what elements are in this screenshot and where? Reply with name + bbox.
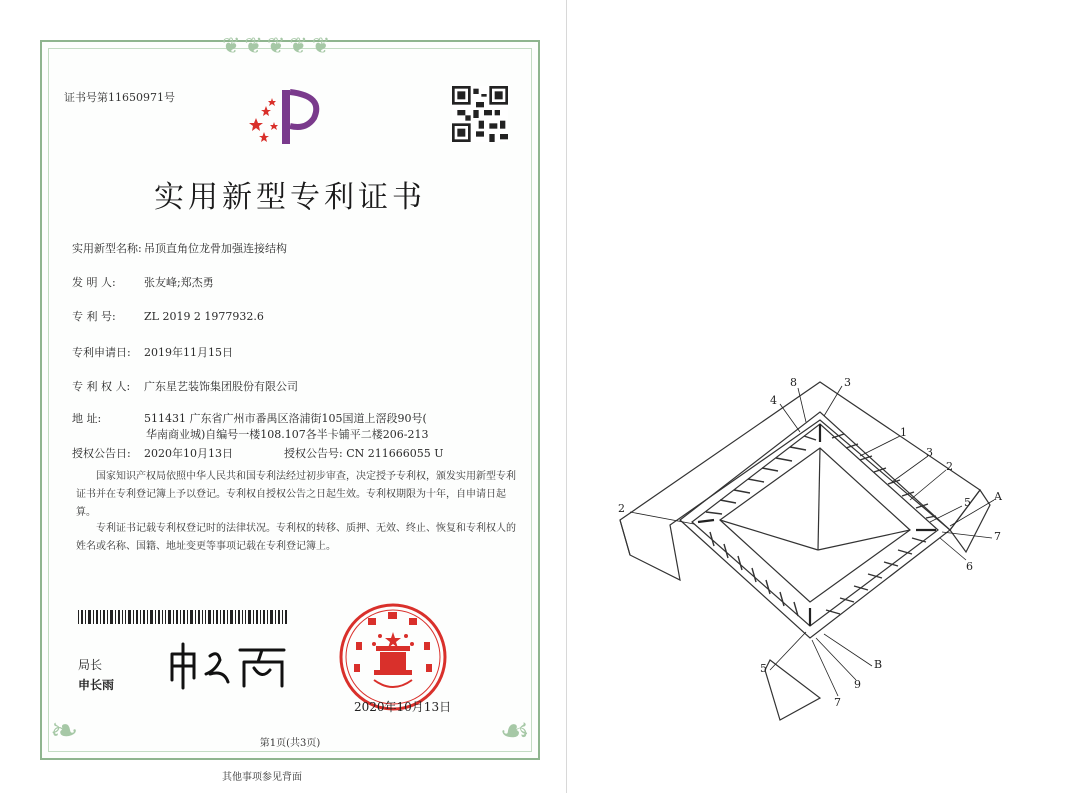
drawing-label: 8: [790, 376, 797, 389]
field-value: 2019年11月15日: [144, 346, 233, 359]
drawing-label: 7: [994, 530, 1001, 543]
patent-office-logo-icon: [242, 82, 332, 152]
field-inventors: [72, 274, 214, 290]
official-seal-icon: [338, 602, 448, 712]
field-value: 511431 广东省广州市番禺区洛浦街105国道上滘段90号(: [144, 412, 427, 425]
field-value: 张友峰;郑杰勇: [144, 276, 214, 289]
field-patent-number: [72, 308, 264, 324]
director-signature-icon: [166, 640, 296, 690]
field-address: [72, 410, 427, 426]
field-label: 专 利 权 人:: [72, 380, 131, 393]
field-announcement-number: [284, 445, 444, 461]
drawing-label: B: [874, 658, 883, 671]
seal-date: 2020年10月13日: [354, 700, 452, 714]
drawing-label: 4: [770, 394, 777, 407]
field-utility-model-name: [72, 240, 287, 256]
field-patentee: [72, 378, 298, 394]
patent-technical-drawing: [610, 370, 1030, 730]
ornament-corner-icon: ☙: [499, 711, 530, 751]
drawing-label: A: [994, 490, 1002, 503]
ornament-top-icon: ❦❦❦❦❦: [222, 34, 335, 59]
field-label: 地 址:: [72, 412, 102, 425]
barcode-icon: [78, 610, 288, 624]
drawing-label: 6: [966, 560, 973, 573]
field-value: 2020年10月13日: [144, 447, 233, 460]
director-title: 局长: [78, 658, 103, 672]
director-name: 申长雨: [78, 678, 115, 692]
field-label: 授权公告日:: [72, 447, 131, 460]
certificate-number: 证书号第11650971号: [64, 91, 175, 104]
field-application-date: [72, 344, 233, 360]
field-value: ZL 2019 2 1977932.6: [144, 310, 264, 323]
drawing-label: 5: [760, 662, 767, 675]
drawing-label: 5: [964, 496, 971, 509]
ornament-corner-icon: ❧: [50, 711, 79, 751]
drawing-label: 3: [926, 446, 933, 459]
drawing-label: 3: [844, 376, 851, 389]
drawing-label: 9: [854, 678, 861, 691]
field-grant-date: [72, 445, 233, 461]
certificate-title: 实用新型专利证书: [154, 180, 426, 215]
certificate-paragraph: 国家知识产权局依照中华人民共和国专利法经过初步审查，决定授予专利权，颁发实用新型专利证书并在专利登记簿上予以登记。专利权自授权公告之日起生效。专利权期限为十年，自申请日起算。: [76, 471, 516, 518]
drawing-label: 7: [834, 696, 841, 709]
drawing-label: 2: [618, 502, 625, 515]
field-label: 实用新型名称:: [72, 242, 142, 255]
drawing-label: 1: [900, 426, 907, 439]
certificate-paragraph: 专利证书记载专利权登记时的法律状况。专利权的转移、质押、无效、终止、恢复和专利权人的姓名或名称、国籍、地址变更等事项记载在专利登记簿上。: [76, 523, 516, 552]
page-number: 第1页(共3页): [259, 738, 321, 749]
field-value: 吊顶直角位龙骨加强连接结构: [144, 242, 287, 255]
patent-certificate: [40, 34, 540, 760]
footnote: 其他事项参见背面: [222, 772, 302, 783]
field-label: 授权公告号:: [284, 447, 343, 460]
field-value: CN 211666055 U: [346, 447, 444, 460]
field-label: 专利申请日:: [72, 346, 131, 359]
field-label: 发 明 人:: [72, 276, 116, 289]
drawing-label: 2: [946, 460, 953, 473]
field-label: 专 利 号:: [72, 310, 116, 323]
field-value: 广东星艺装饰集团股份有限公司: [144, 380, 298, 393]
field-address-line2: 华南商业城)自编号一楼108.107各半卡铺平二楼206-213: [146, 428, 429, 441]
qr-code-icon: [452, 86, 508, 142]
page-divider: [566, 0, 567, 793]
